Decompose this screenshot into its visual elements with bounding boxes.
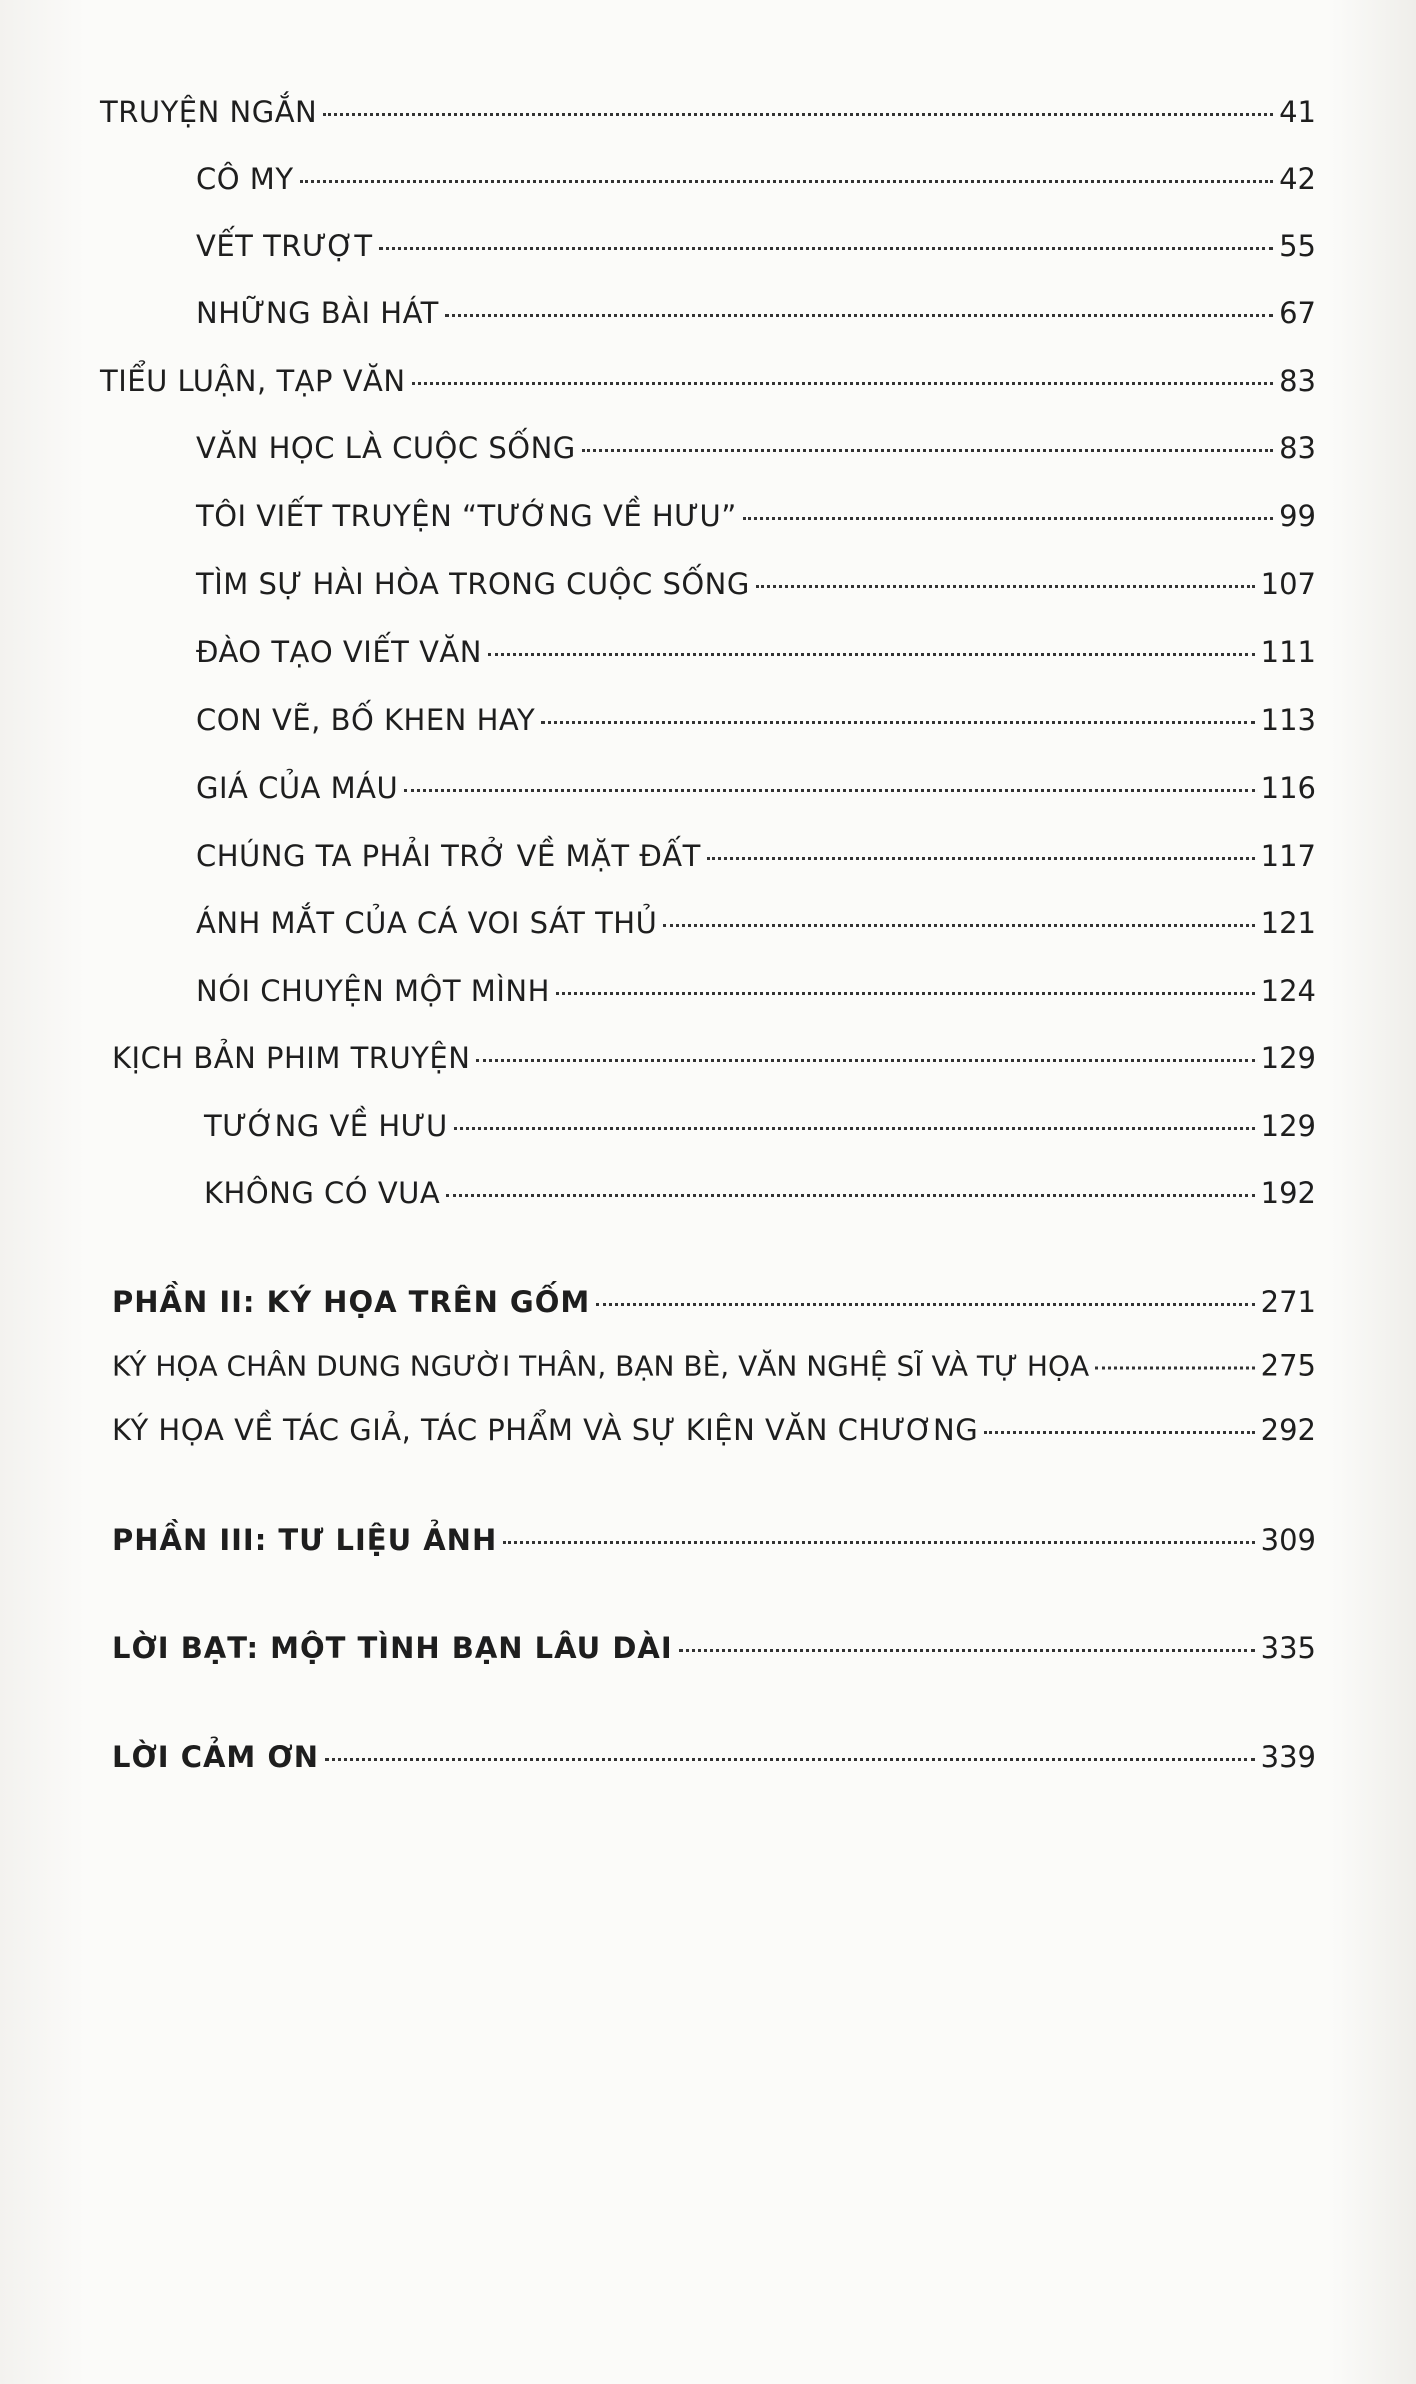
toc-entry-title: VẾT TRƯỢT [196, 229, 373, 263]
dot-leader [379, 247, 1274, 250]
toc-entry-ky-hoa-chan-dung [112, 1347, 1316, 1386]
toc-entry-title: ĐÀO TẠO VIẾT VĂN [196, 635, 482, 669]
dot-leader [404, 789, 1254, 792]
toc-entry-page: 113 [1260, 703, 1316, 737]
toc-entry-title: ÁNH MẮT CỦA CÁ VOI SÁT THỦ [196, 906, 658, 940]
toc-entry-page: 111 [1260, 635, 1316, 669]
toc-entry-dao-tao-viet-van [196, 633, 1316, 671]
toc-entry-title: KỊCH BẢN PHIM TRUYỆN [112, 1041, 471, 1075]
dot-leader [503, 1541, 1254, 1544]
toc-entry-page: 129 [1260, 1041, 1316, 1075]
toc-entry-page: 42 [1279, 162, 1316, 196]
toc-entry-title: CHÚNG TA PHẢI TRỞ VỀ MẶT ĐẤT [196, 839, 701, 873]
toc-entry-page: 339 [1260, 1740, 1316, 1774]
toc-entry-title: LỜI BẠT: MỘT TÌNH BẠN LÂU DÀI [112, 1631, 673, 1665]
toc-entry-title: KHÔNG CÓ VUA [204, 1176, 441, 1210]
toc-entry-page: 309 [1260, 1523, 1316, 1557]
toc-entry-page: 41 [1279, 95, 1316, 129]
dot-leader [323, 113, 1273, 116]
toc-entry-phan-iii [112, 1521, 1316, 1559]
toc-entry-title: VĂN HỌC LÀ CUỘC SỐNG [196, 431, 576, 465]
toc-entry-truyen-ngan [100, 93, 1316, 131]
toc-entry-page: 271 [1260, 1285, 1316, 1319]
toc-entry-title: GIÁ CỦA MÁU [196, 771, 399, 805]
toc-entry-title: LỜI CẢM ƠN [112, 1740, 319, 1774]
toc-entry-title: TRUYỆN NGẮN [100, 95, 318, 129]
toc-entry-loi-bat [112, 1629, 1316, 1667]
toc-entry-con-ve-bo-khen-hay [196, 701, 1316, 739]
toc-entry-title: KÝ HỌA CHÂN DUNG NGƯỜI THÂN, BẠN BÈ, VĂN NGHỆ SĨ VÀ TỰ HỌA [112, 1349, 1090, 1383]
toc-entry-page: 129 [1260, 1109, 1316, 1143]
toc-entry-page: 83 [1279, 364, 1316, 398]
dot-leader [325, 1758, 1255, 1761]
toc-entry-co-my [196, 160, 1316, 198]
toc-entry-title: NÓI CHUYỆN MỘT MÌNH [196, 974, 550, 1008]
toc-entry-page: 335 [1260, 1631, 1316, 1665]
toc-entry-page: 99 [1279, 499, 1316, 533]
toc-entry-page: 83 [1279, 431, 1316, 465]
toc-entry-tuong-ve-huu [204, 1107, 1316, 1145]
dot-leader [488, 653, 1255, 656]
toc-entry-title: TƯỚNG VỀ HƯU [204, 1109, 448, 1143]
toc-entry-page: 67 [1279, 296, 1316, 330]
dot-leader [446, 1194, 1254, 1197]
toc-entry-page: 292 [1260, 1413, 1316, 1447]
toc-entry-van-hoc-la-cuoc-song [196, 429, 1316, 467]
toc-entry-title: TIỂU LUẬN, TẠP VĂN [100, 364, 406, 398]
toc-entry-page: 116 [1260, 771, 1316, 805]
toc-entry-title: PHẦN II: KÝ HỌA TRÊN GỐM [112, 1285, 591, 1319]
dot-leader [756, 585, 1255, 588]
dot-leader [679, 1649, 1255, 1652]
dot-leader [454, 1127, 1255, 1130]
dot-leader [663, 924, 1254, 927]
toc-entry-title: PHẦN III: TƯ LIỆU ẢNH [112, 1523, 498, 1557]
toc-entry-title: CON VẼ, BỐ KHEN HAY [196, 703, 536, 737]
toc-entry-title: TÔI VIẾT TRUYỆN “TƯỚNG VỀ HƯU” [196, 499, 737, 533]
toc-entry-tim-su-hai-hoa [196, 565, 1316, 603]
toc-entry-phan-ii [112, 1283, 1316, 1321]
toc-entry-title: KÝ HỌA VỀ TÁC GIẢ, TÁC PHẨM VÀ SỰ KIỆN VĂN CHƯƠNG [112, 1413, 979, 1447]
dot-leader [1095, 1367, 1254, 1370]
toc-entry-loi-cam-on [112, 1738, 1316, 1776]
dot-leader [596, 1303, 1254, 1306]
toc-entry-page: 107 [1260, 567, 1316, 601]
dot-leader [476, 1059, 1254, 1062]
toc-entry-anh-mat-cua-ca-voi [196, 904, 1316, 942]
toc-entry-chung-ta-phai-tro-ve-mat-dat [196, 837, 1316, 875]
toc-entry-page: 275 [1260, 1348, 1316, 1383]
dot-leader [445, 314, 1273, 317]
dot-leader [556, 992, 1255, 995]
toc-entry-noi-chuyen-mot-minh [196, 972, 1316, 1010]
dot-leader [984, 1431, 1254, 1434]
toc-entry-kich-ban-phim-truyen [112, 1039, 1316, 1077]
dot-leader [541, 721, 1254, 724]
toc-entry-page: 121 [1260, 906, 1316, 940]
toc-entry-page: 117 [1260, 839, 1316, 873]
toc-entry-tieu-luan-tap-van [100, 362, 1316, 400]
dot-leader [707, 857, 1255, 860]
dot-leader [743, 517, 1273, 520]
toc-entry-page: 55 [1279, 229, 1316, 263]
dot-leader [412, 382, 1274, 385]
toc-entry-ky-hoa-ve-tac-gia [112, 1411, 1316, 1449]
toc-entry-vet-truot [196, 227, 1316, 265]
toc-entry-title: CÔ MY [196, 162, 294, 196]
toc-entry-gia-cua-mau [196, 769, 1316, 807]
toc-entry-title: NHỮNG BÀI HÁT [196, 296, 439, 330]
dot-leader [300, 180, 1274, 183]
toc-entry-page: 192 [1260, 1176, 1316, 1210]
dot-leader [582, 449, 1273, 452]
toc-entry-toi-viet-truyen [196, 497, 1316, 535]
toc-entry-khong-co-vua [204, 1174, 1316, 1212]
toc-entry-nhung-bai-hat [196, 294, 1316, 332]
toc-entry-title: TÌM SỰ HÀI HÒA TRONG CUỘC SỐNG [196, 567, 750, 601]
toc-entry-page: 124 [1260, 974, 1316, 1008]
